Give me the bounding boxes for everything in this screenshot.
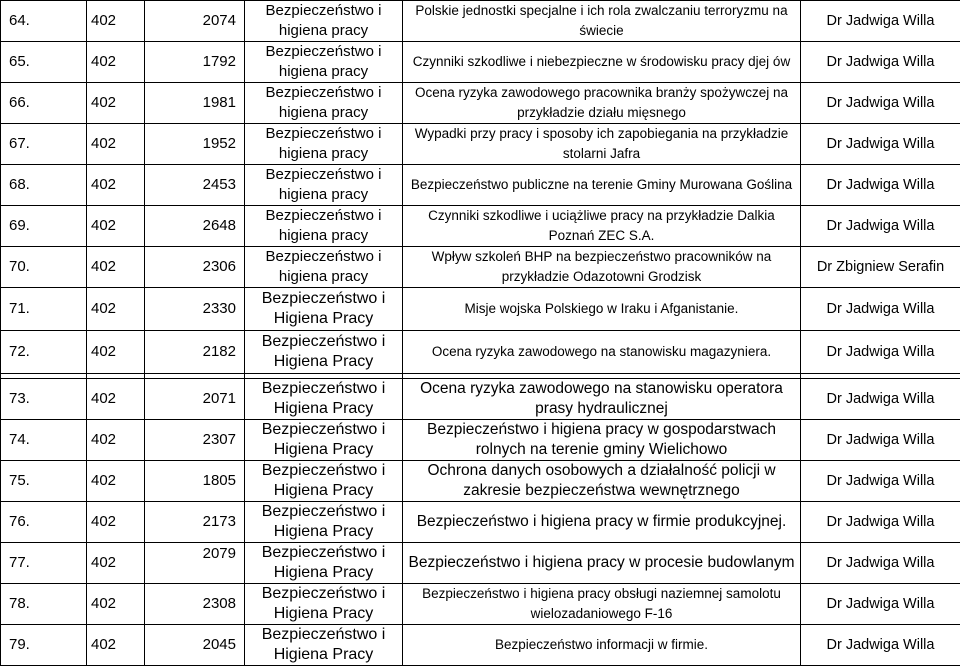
field-code: 402 [87, 42, 145, 83]
field-code: 402 [87, 83, 145, 124]
field-code: 402 [87, 502, 145, 543]
row-number: 64. [1, 1, 87, 42]
row-number: 79. [1, 625, 87, 666]
table-row [1, 124, 960, 165]
row-number: 74. [1, 420, 87, 461]
thesis-title: Polskie jednostki specjalne i ich rola zwalczaniu terroryzmu na świecie [403, 1, 801, 42]
row-number: 70. [1, 247, 87, 288]
field-of-study: Bezpieczeństwo i higiena pracy [245, 83, 403, 124]
thesis-title: Bezpieczeństwo i higiena pracy w gospodarstwach rolnych na terenie gminy Wielichowo [403, 420, 801, 461]
thesis-id: 2453 [145, 165, 245, 206]
table-row [1, 288, 960, 331]
thesis-title: Ocena ryzyka zawodowego na stanowisku magazyniera. [403, 331, 801, 374]
field-code: 402 [87, 247, 145, 288]
field-code: 402 [87, 420, 145, 461]
thesis-title: Czynniki szkodliwe i niebezpieczne w środowisku pracy djej ów [403, 42, 801, 83]
field-code: 402 [87, 543, 145, 584]
field-code: 402 [87, 625, 145, 666]
row-number: 65. [1, 42, 87, 83]
supervisor: Dr Jadwiga Willa [801, 331, 960, 374]
thesis-title: Ocena ryzyka zawodowego pracownika branży spożywczej na przykładzie działu mięsnego [403, 83, 801, 124]
supervisor: Dr Jadwiga Willa [801, 584, 960, 625]
field-code: 402 [87, 461, 145, 502]
thesis-id: 1981 [145, 83, 245, 124]
thesis-id: 1952 [145, 124, 245, 165]
field-of-study: Bezpieczeństwo i Higiena Pracy [245, 331, 403, 374]
thesis-title: Bezpieczeństwo i higiena pracy obsługi naziemnej samolotu wielozadaniowego F-16 [403, 584, 801, 625]
supervisor: Dr Jadwiga Willa [801, 206, 960, 247]
field-of-study: Bezpieczeństwo i Higiena Pracy [245, 502, 403, 543]
supervisor: Dr Jadwiga Willa [801, 461, 960, 502]
thesis-title: Wypadki przy pracy i sposoby ich zapobiegania na przykładzie stolarni Jafra [403, 124, 801, 165]
row-number: 73. [1, 379, 87, 420]
field-of-study: Bezpieczeństwo i Higiena Pracy [245, 625, 403, 666]
table-row [1, 206, 960, 247]
supervisor: Dr Jadwiga Willa [801, 124, 960, 165]
thesis-id: 2173 [145, 502, 245, 543]
field-code: 402 [87, 379, 145, 420]
table-row [1, 584, 960, 625]
thesis-title: Ocena ryzyka zawodowego na stanowisku operatora prasy hydraulicznej [403, 379, 801, 420]
thesis-id: 2307 [145, 420, 245, 461]
supervisor: Dr Jadwiga Willa [801, 420, 960, 461]
thesis-title: Ochrona danych osobowych a działalność policji w zakresie bezpieczeństwa wewnętrznego [403, 461, 801, 502]
thesis-id: 2182 [145, 331, 245, 374]
thesis-title: Bezpieczeństwo informacji w firmie. [403, 625, 801, 666]
table-row [1, 165, 960, 206]
supervisor: Dr Jadwiga Willa [801, 1, 960, 42]
table-row [1, 83, 960, 124]
row-number: 77. [1, 543, 87, 584]
field-of-study: Bezpieczeństwo i higiena pracy [245, 247, 403, 288]
field-of-study: Bezpieczeństwo i Higiena Pracy [245, 461, 403, 502]
field-of-study: Bezpieczeństwo i higiena pracy [245, 124, 403, 165]
supervisor: Dr Jadwiga Willa [801, 543, 960, 584]
thesis-id: 2648 [145, 206, 245, 247]
thesis-id: 2045 [145, 625, 245, 666]
thesis-title: Bezpieczeństwo i higiena pracy w firmie produkcyjnej. [403, 502, 801, 543]
field-code: 402 [87, 288, 145, 331]
field-of-study: Bezpieczeństwo i Higiena Pracy [245, 379, 403, 420]
thesis-id: 2330 [145, 288, 245, 331]
row-number: 78. [1, 584, 87, 625]
supervisor: Dr Zbigniew Serafin [801, 247, 960, 288]
row-number: 75. [1, 461, 87, 502]
table-row [1, 379, 960, 420]
row-number: 68. [1, 165, 87, 206]
table-row [1, 625, 960, 666]
field-code: 402 [87, 165, 145, 206]
row-number: 76. [1, 502, 87, 543]
row-number: 71. [1, 288, 87, 331]
row-number: 69. [1, 206, 87, 247]
thesis-title: Bezpieczeństwo i higiena pracy w procesie budowlanym [403, 543, 801, 584]
thesis-id: 2071 [145, 379, 245, 420]
thesis-id: 2308 [145, 584, 245, 625]
supervisor: Dr Jadwiga Willa [801, 288, 960, 331]
field-of-study: Bezpieczeństwo i higiena pracy [245, 165, 403, 206]
thesis-title: Czynniki szkodliwe i uciążliwe pracy na przykładzie Dalkia Poznań ZEC S.A. [403, 206, 801, 247]
row-number: 66. [1, 83, 87, 124]
field-code: 402 [87, 331, 145, 374]
field-of-study: Bezpieczeństwo i Higiena Pracy [245, 584, 403, 625]
field-code: 402 [87, 124, 145, 165]
thesis-id: 2074 [145, 1, 245, 42]
row-number: 72. [1, 331, 87, 374]
field-code: 402 [87, 1, 145, 42]
field-code: 402 [87, 206, 145, 247]
field-of-study: Bezpieczeństwo i higiena pracy [245, 42, 403, 83]
table-row [1, 247, 960, 288]
field-code: 402 [87, 584, 145, 625]
table-row [1, 543, 960, 584]
supervisor: Dr Jadwiga Willa [801, 83, 960, 124]
supervisor: Dr Jadwiga Willa [801, 42, 960, 83]
supervisor: Dr Jadwiga Willa [801, 379, 960, 420]
supervisor: Dr Jadwiga Willa [801, 625, 960, 666]
thesis-id: 1792 [145, 42, 245, 83]
thesis-id: 2079 [145, 543, 245, 584]
field-of-study: Bezpieczeństwo i higiena pracy [245, 1, 403, 42]
supervisor: Dr Jadwiga Willa [801, 502, 960, 543]
thesis-title: Bezpieczeństwo publiczne na terenie Gminy Murowana Goślina [403, 165, 801, 206]
field-of-study: Bezpieczeństwo i Higiena Pracy [245, 420, 403, 461]
supervisor: Dr Jadwiga Willa [801, 165, 960, 206]
table-row [1, 1, 960, 42]
thesis-id: 2306 [145, 247, 245, 288]
thesis-id: 1805 [145, 461, 245, 502]
thesis-title: Wpływ szkoleń BHP na bezpieczeństwo pracowników na przykładzie Odazotowni Grodzisk [403, 247, 801, 288]
field-of-study: Bezpieczeństwo i Higiena Pracy [245, 543, 403, 584]
thesis-title: Misje wojska Polskiego w Iraku i Afganistanie. [403, 288, 801, 331]
field-of-study: Bezpieczeństwo i higiena pracy [245, 206, 403, 247]
table-row [1, 420, 960, 461]
table-row [1, 42, 960, 83]
field-of-study: Bezpieczeństwo i Higiena Pracy [245, 288, 403, 331]
table-row [1, 461, 960, 502]
row-number: 67. [1, 124, 87, 165]
table-row [1, 502, 960, 543]
table-row [1, 331, 960, 374]
